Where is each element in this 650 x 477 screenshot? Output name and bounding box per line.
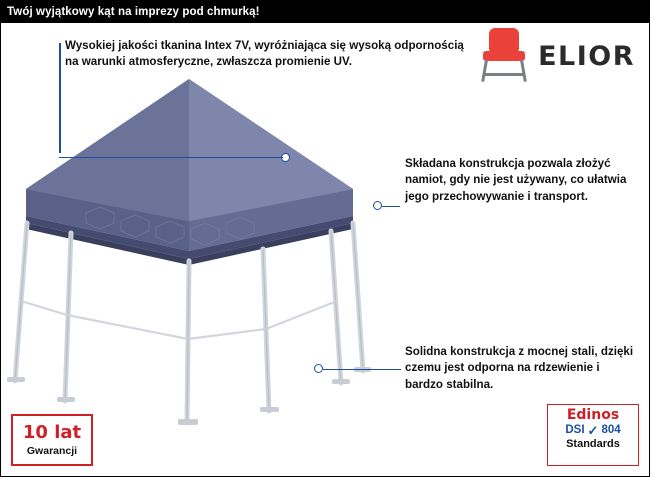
callout-folding: Składana konstrukcja pozwala złożyć namiot, gdy nie jest używany, co ułatwia jego przechowywanie i transport. — [405, 157, 627, 203]
edinos-certification-row — [548, 424, 638, 437]
check-icon: ✓ — [587, 422, 599, 438]
marker-dot-steel — [314, 364, 323, 373]
warranty-years: 10 lat — [22, 421, 82, 443]
leader-line-folding — [382, 206, 400, 207]
marker-dot-folding — [373, 201, 382, 210]
chair-icon — [475, 26, 530, 86]
edinos-dsi: DSI — [565, 424, 585, 437]
warranty-badge — [11, 414, 93, 466]
edinos-name: Edinos — [566, 407, 620, 423]
brand-logo — [475, 25, 635, 87]
callout-fabric: Wysokiej jakości tkanina Intex 7V, wyróżniająca się wysoką odpornością na warunki atmosferyczne, zwłaszcza promienie UV. — [65, 39, 464, 69]
warranty-label: Gwarancji — [26, 444, 78, 457]
leader-line-steel — [323, 369, 401, 370]
gazebo-illustration — [1, 71, 421, 451]
edinos-number: 804 — [601, 424, 621, 437]
leader-line-fabric-vertical — [59, 43, 61, 153]
header-bar — [1, 1, 649, 23]
edinos-standards: Standards — [566, 437, 620, 450]
page-title: Twój wyjątkowy kąt na imprezy pod chmurką! — [7, 6, 260, 18]
callout-steel: Solidna konstrukcja z mocnej stali, dzięki czemu jest odporna na rdzewienie i bardzo stabilna. — [405, 345, 634, 391]
leader-line-fabric-horizontal — [59, 157, 283, 158]
brand-name: ELIOR — [538, 40, 635, 72]
edinos-badge — [547, 404, 639, 466]
